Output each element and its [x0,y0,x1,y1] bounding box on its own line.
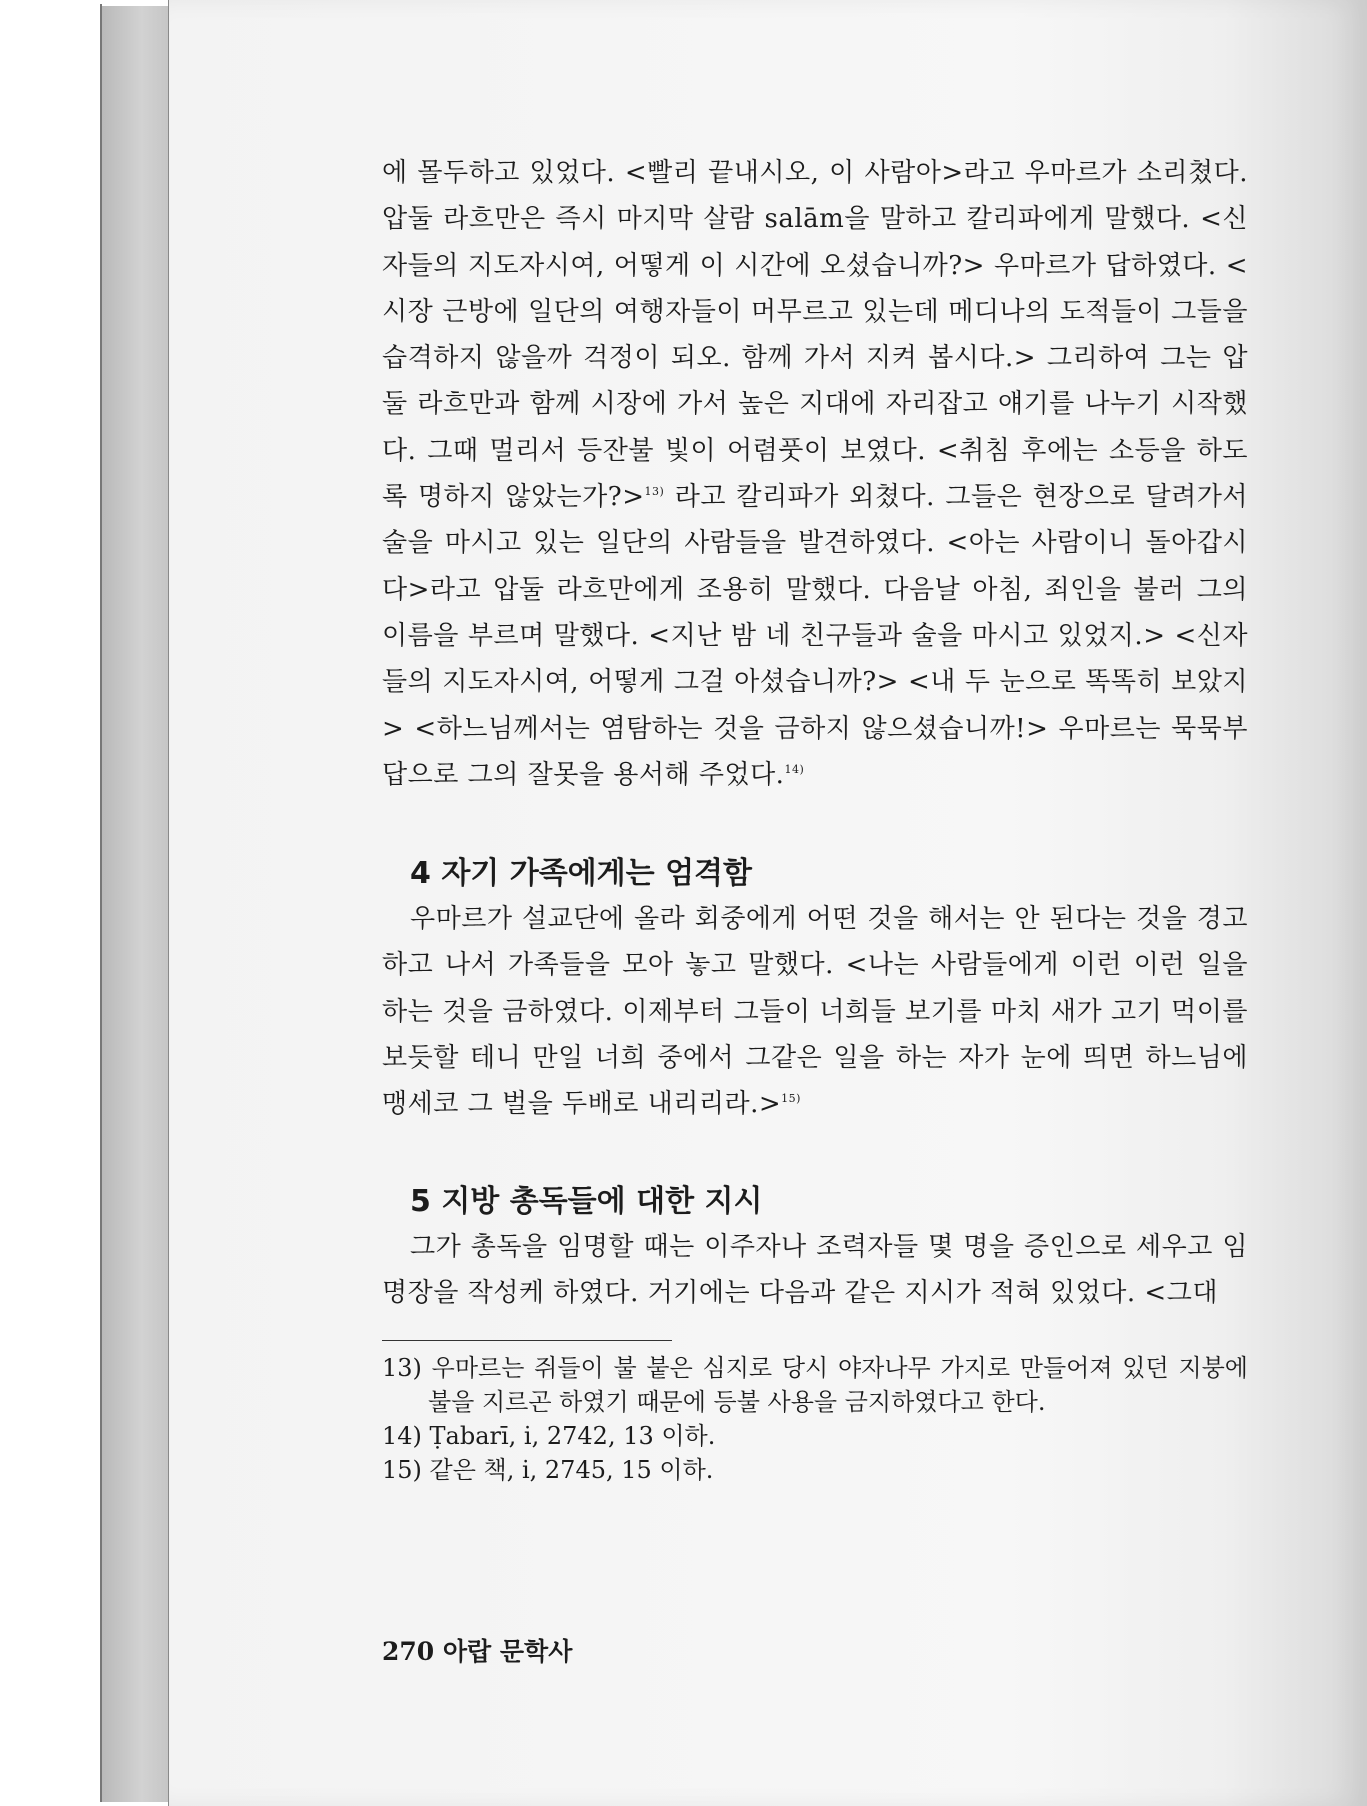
body-paragraph-1 [382,150,1248,798]
book-spine [102,6,168,1802]
paragraph-text: 에 몰두하고 있었다. <빨리 끝내시오, 이 사람아>라고 우마르가 소리쳤다. 압둘 라흐만은 즉시 마지막 살람 salām을 말하고 칼리파에게 말했다. <신자들의 지도자시여, 어떻게 이 시간에 오셨습니까?> 우마르가 답하였다. <시장 근방에 일단의 여행자들이 머무르고 있는데 메디나의 도적들이 그들을 습격하지 않을까 걱정이 되오. 함께 가서 지켜 봅시다.> 그리하여 그는 압둘 라흐만과 함께 시장에 가서 높은 지대에 자리잡고 얘기를 나누기 시작했다. 그때 멀리서 등잔불 빛이 어렴풋이 보였다. <취침 후에는 소등을 하도록 명하지 않았는가?> [382,158,1248,513]
footnote-ref-14: 14) [784,762,805,776]
body-paragraph-4 [382,896,1248,1127]
footnote-ref-15: 15) [781,1092,801,1106]
page-folio: 270 아랍 문학사 [382,1637,573,1666]
body-paragraph-5: 그가 총독을 임명할 때는 이주자나 조력자들 몇 명을 증인으로 세우고 임명장을 작성케 하였다. 거기에는 다음과 같은 지시가 적혀 있었다. <그대 [382,1231,1248,1308]
footnote-15: 15) 같은 책, i, 2745, 15 이하. [382,1456,714,1485]
section-heading-5: 5 지방 총독들에 대한 지시 [410,1183,763,1219]
footnote-14: 14) Ṭabarī, i, 2742, 13 이하. [382,1422,716,1451]
footnote-divider [382,1340,672,1341]
page-content [382,150,1248,1487]
paragraph-text: 우마르가 설교단에 올라 회중에게 어떤 것을 해서는 안 된다는 것을 경고하고 나서 가족들을 모아 놓고 말했다. <나는 사람들에게 이런 이런 일을 하는 것을 금하였다. 이제부터 그들이 너희들 보기를 마치 새가 고기 먹이를 보듯할 테니 만일 너희 중에서 그같은 일을 하는 자가 눈에 띄면 하느님에 맹세코 그 벌을 두배로 내리리라.> [382,904,1248,1120]
footnote-ref-13: 13) [644,485,665,499]
paragraph-text-continued: 라고 칼리파가 외쳤다. 그들은 현장으로 달려가서 술을 마시고 있는 일단의 사람들을 발견하였다. <아는 사람이니 돌아갑시다>라고 압둘 라흐만에게 조용히 말했다. 다음날 아침, 죄인을 불러 그의 이름을 부르며 말했다. <지난 밤 네 친구들과 술을 마시고 있었지.> <신자들의 지도자시여, 어떻게 그걸 아셨습니까?> <내 두 눈으로 똑똑히 보았지> <하느님께서는 염탐하는 것을 금하지 않으셨습니까!> 우마르는 묵묵부답으로 그의 잘못을 용서해 주었다. [382,482,1248,790]
footnote-13: 13) 우마르는 쥐들이 불 붙은 심지로 당시 야자나무 가지로 만들어져 있던 지붕에 불을 지르곤 하였기 때문에 등불 사용을 금지하였다고 한다. [382,1354,1248,1417]
section-heading-4: 4 자기 가족에게는 엄격함 [410,856,753,892]
